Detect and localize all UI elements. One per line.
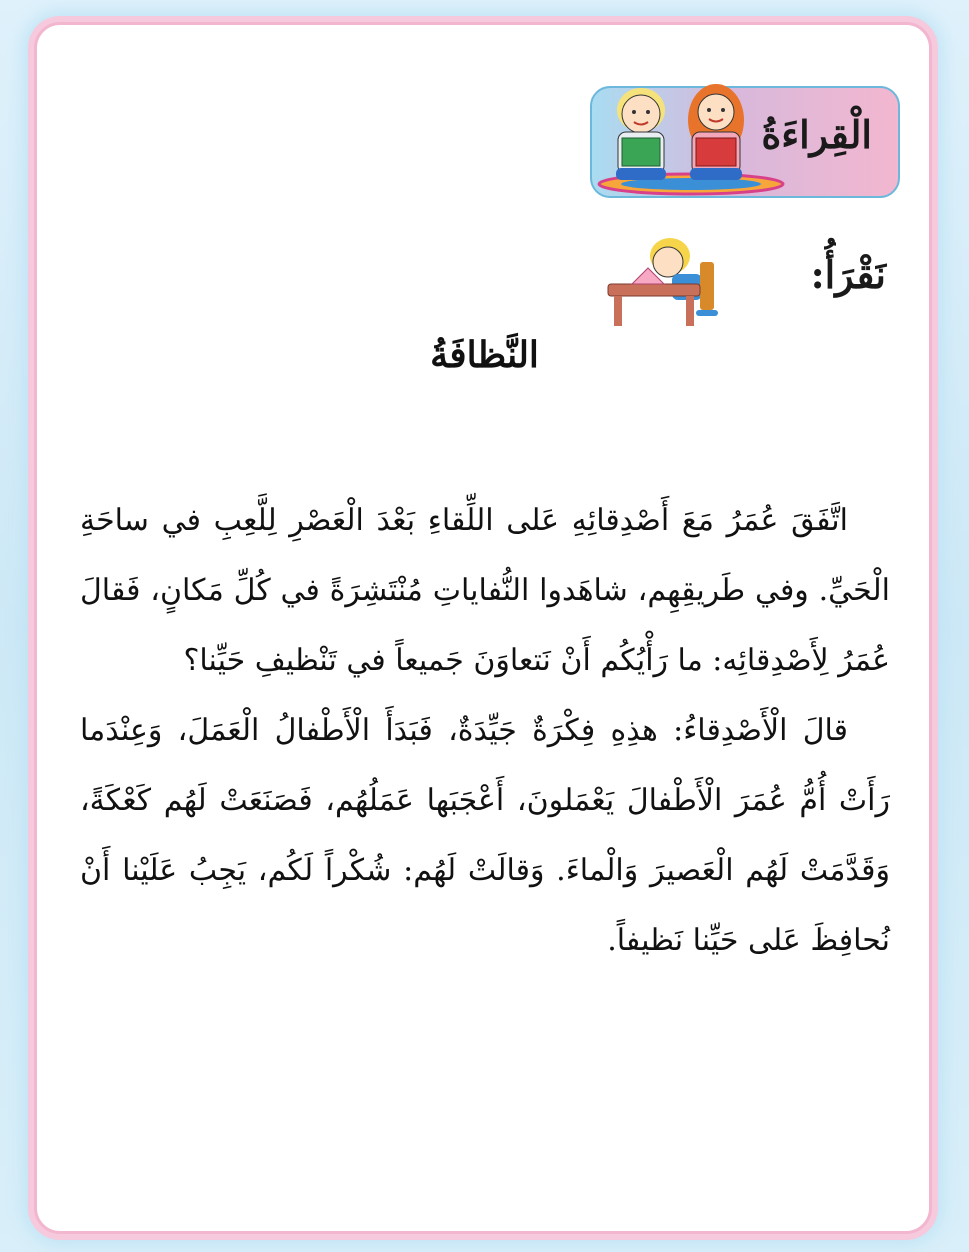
paragraph-2: قالَ الْأَصْدِقاءُ: هذِهِ فِكْرَةٌ جَيِّدَةٌ، فَبَدَأَ الْأَطْفالُ الْعَمَلَ، وَعِنْدَما رَأَتْ أُمُّ عُمَرَ الْأَطْفالَ يَعْمَلونَ، أَعْجَبَها عَمَلُهُم، فَصَنَعَتْ لَهُم كَعْكَةً، وَقَدَّمَتْ لَهُم الْعَصيرَ وَالْماءَ. وَقالَتْ لَهُم: شُكْراً لَكُم، يَجِبُ عَلَيْنا أَنْ نُحافِظَ عَلى حَيِّنا نَظيفاً. [80,713,890,958]
paragraph-1: اتَّفَقَ عُمَرُ مَعَ أَصْدِقائِهِ عَلى اللِّقاءِ بَعْدَ الْعَصْرِ لِلَّعِبِ في ساحَةِ الْحَيِّ. وفي طَريقِهِم، شاهَدوا النُّفاياتِ مُنْتَشِرَةً في كُلِّ مَكانٍ، فَقالَ عُمَرُ لِأَصْدِقائِه: ما رَأْيُكُم أَنْ نَتعاوَنَ جَميعاً في تَنْظيفِ حَيِّنا؟ [80,503,890,678]
banner-title: الْقِراءَةُ [761,112,872,157]
lesson-title: النَّظافَةُ [430,334,539,376]
child-at-desk-reading-icon [600,234,720,330]
lesson-body [80,486,890,976]
section-banner [590,86,900,198]
section-label: نَقْرَأُ: [810,252,886,297]
section-heading [600,234,900,330]
